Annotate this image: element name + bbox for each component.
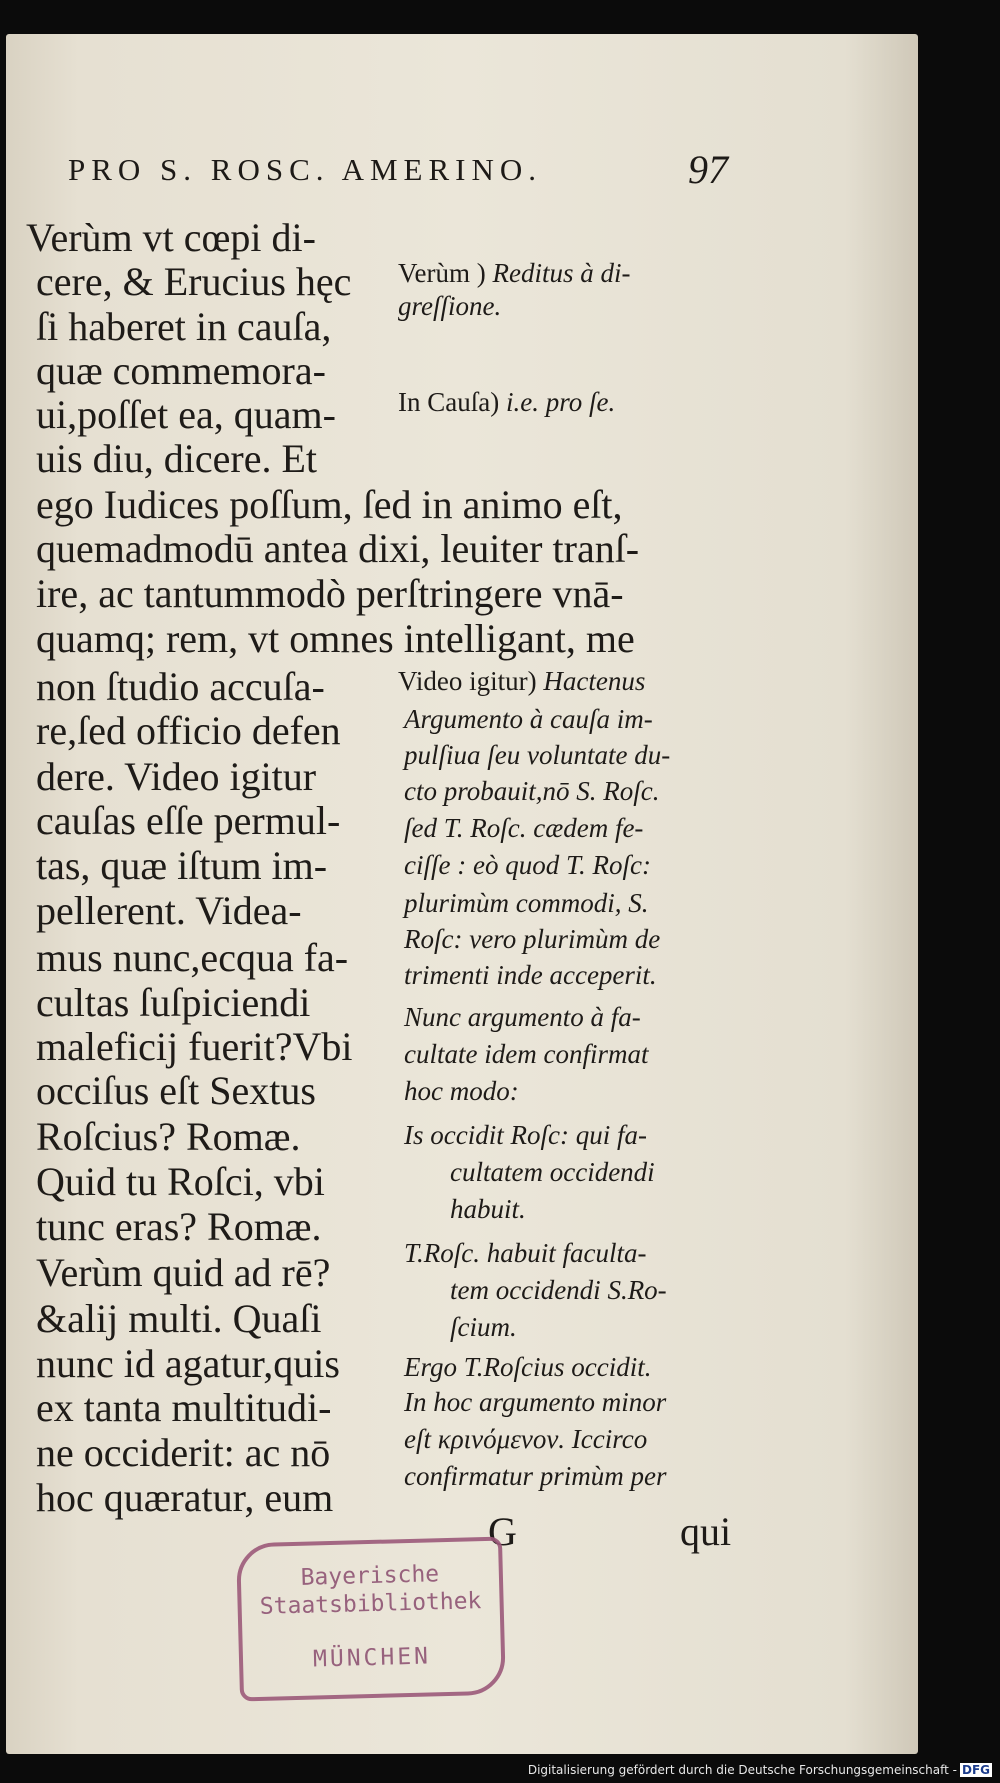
- gloss-line: [398, 256, 630, 290]
- library-stamp: Bayerische Staatsbibliothek MÜNCHEN: [236, 1537, 506, 1702]
- gloss-line: [404, 958, 657, 992]
- main-text-line: dere. Video igitur: [36, 754, 317, 799]
- main-text-line: pellerent. Videa-: [36, 888, 302, 933]
- dfg-logo: DFG: [961, 1763, 990, 1777]
- gloss-text: hoc modo:: [404, 1076, 519, 1106]
- gloss-line: [404, 811, 643, 845]
- main-text-line: ire, ac tantummodò perſtringere vnā-: [36, 571, 624, 616]
- main-text-line: occiſus eſt Sextus: [36, 1068, 316, 1113]
- main-text-line: mus nunc,ecqua fa-: [36, 935, 349, 980]
- gloss-line: [404, 1037, 648, 1071]
- main-text-line: tas, quæ iſtum im-: [36, 843, 328, 888]
- main-text-line: hoc quæratur, eum: [36, 1475, 334, 1520]
- gloss-line: [404, 1000, 641, 1034]
- gloss-text: ſcium.: [450, 1312, 517, 1342]
- gloss-text: Argumento à cauſa im-: [404, 704, 653, 734]
- main-text-line: maleficij fuerit?Vbi: [36, 1024, 353, 1069]
- gloss-line: [450, 1155, 655, 1189]
- gloss-text: cultatem occidendi: [450, 1157, 655, 1187]
- page-number: 97: [688, 147, 728, 192]
- main-text-line: ſi haberet in cauſa,: [36, 304, 332, 349]
- gloss-line: [404, 774, 659, 808]
- main-text-line: non ſtudio accuſa-: [36, 664, 325, 709]
- gloss-line: [404, 738, 670, 772]
- gloss-line: [450, 1192, 526, 1226]
- gloss-line: [450, 1273, 667, 1307]
- gloss-text: Roſc: vero plurimùm de: [404, 924, 661, 954]
- gloss-text: greſſione.: [398, 291, 502, 321]
- gloss-line: [404, 1118, 647, 1152]
- gloss-text: pulſiua ſeu voluntate du-: [404, 740, 671, 770]
- gloss-text: T.Roſc. habuit faculta-: [404, 1238, 647, 1268]
- gloss-line: [450, 1310, 517, 1344]
- gloss-text: i.e. pro ſe.: [499, 387, 616, 417]
- main-text-line: nunc id agatur,quis: [36, 1341, 340, 1386]
- gloss-text: trimenti inde acceperit.: [404, 960, 657, 990]
- gloss-text: plurimùm commodi, S.: [404, 888, 649, 918]
- main-text-line: cauſas eſſe permul-: [36, 798, 341, 843]
- main-text-line: Verùm vt cœpi di-: [26, 215, 316, 260]
- gloss-lemma: Video igitur): [398, 666, 537, 696]
- gloss-line: [404, 1350, 651, 1384]
- gloss-line: [398, 385, 615, 419]
- main-text-line: cultas ſuſpiciendi: [36, 980, 311, 1025]
- gloss-text: eſt κρινόμενον. Iccirco: [404, 1424, 648, 1454]
- main-text-line: cere, & Erucius hęc: [36, 259, 352, 304]
- gloss-line: [404, 1236, 646, 1270]
- running-title: PRO S. ROSC. AMERINO.: [68, 152, 542, 187]
- main-text-line: ne occiderit: ac nō: [36, 1430, 331, 1475]
- main-text-line: uis diu, dicere. Et: [36, 436, 318, 481]
- main-text-line: Verùm quid ad rē?: [36, 1250, 331, 1295]
- gloss-line: [398, 289, 501, 323]
- gloss-text: In hoc argumento minor: [404, 1387, 667, 1417]
- gloss-text: Hactenus: [536, 666, 646, 696]
- gloss-line: [404, 1074, 519, 1108]
- main-text-line: re,ſed officio defen: [36, 708, 341, 753]
- gloss-line: [398, 664, 645, 698]
- digitization-credit: Digitalisierung gefördert durch die Deutsche Forschungsgemeinschaft - DFG: [527, 1763, 990, 1777]
- main-text-line: quæ commemora-: [36, 348, 326, 393]
- gloss-line: [404, 702, 653, 736]
- main-text-line: Quid tu Roſci, vbi: [36, 1159, 325, 1204]
- gloss-line: [404, 922, 660, 956]
- gloss-text: habuit.: [450, 1194, 526, 1224]
- gloss-line: [404, 1385, 666, 1419]
- gloss-lemma: In Cauſa): [398, 387, 500, 417]
- gloss-text: Is occidit Roſc: qui fa-: [404, 1120, 647, 1150]
- main-text-line: Roſcius? Romæ.: [36, 1114, 301, 1159]
- signature-mark: G: [488, 1509, 517, 1554]
- main-text-line: ui,poſſet ea, quam-: [36, 392, 336, 437]
- gloss-text: confirmatur primùm per: [404, 1461, 667, 1491]
- gloss-text: Nunc argumento à fa-: [404, 1002, 641, 1032]
- gloss-lemma: Verùm ): [398, 258, 486, 288]
- gloss-text: Reditus à di-: [485, 258, 631, 288]
- gloss-text: cto probauit,nō S. Roſc.: [404, 776, 660, 806]
- catchword: qui: [680, 1509, 732, 1554]
- main-text-line: quamq; rem, vt omnes intelligant, me: [36, 616, 635, 661]
- gloss-text: ciſſe : eò quod T. Roſc:: [404, 850, 651, 880]
- main-text-line: &alij multi. Quaſi: [36, 1296, 322, 1341]
- gloss-text: tem occidendi S.Ro-: [450, 1275, 667, 1305]
- main-text-line: ex tanta multitudi-: [36, 1385, 332, 1430]
- gloss-text: ſed T. Roſc. cædem fe-: [404, 813, 644, 843]
- main-text-line: tunc eras? Romæ.: [36, 1204, 322, 1249]
- gloss-text: Ergo T.Roſcius occidit.: [404, 1352, 652, 1382]
- gloss-line: [404, 886, 649, 920]
- gloss-line: [404, 1459, 667, 1493]
- gloss-line: [404, 848, 651, 882]
- gloss-line: [404, 1422, 647, 1456]
- main-text-line: quemadmodū antea dixi, leuiter tranſ-: [36, 526, 640, 571]
- gloss-text: cultate idem confirmat: [404, 1039, 649, 1069]
- main-text-line: ego Iudices poſſum, ſed in animo eſt,: [36, 482, 623, 527]
